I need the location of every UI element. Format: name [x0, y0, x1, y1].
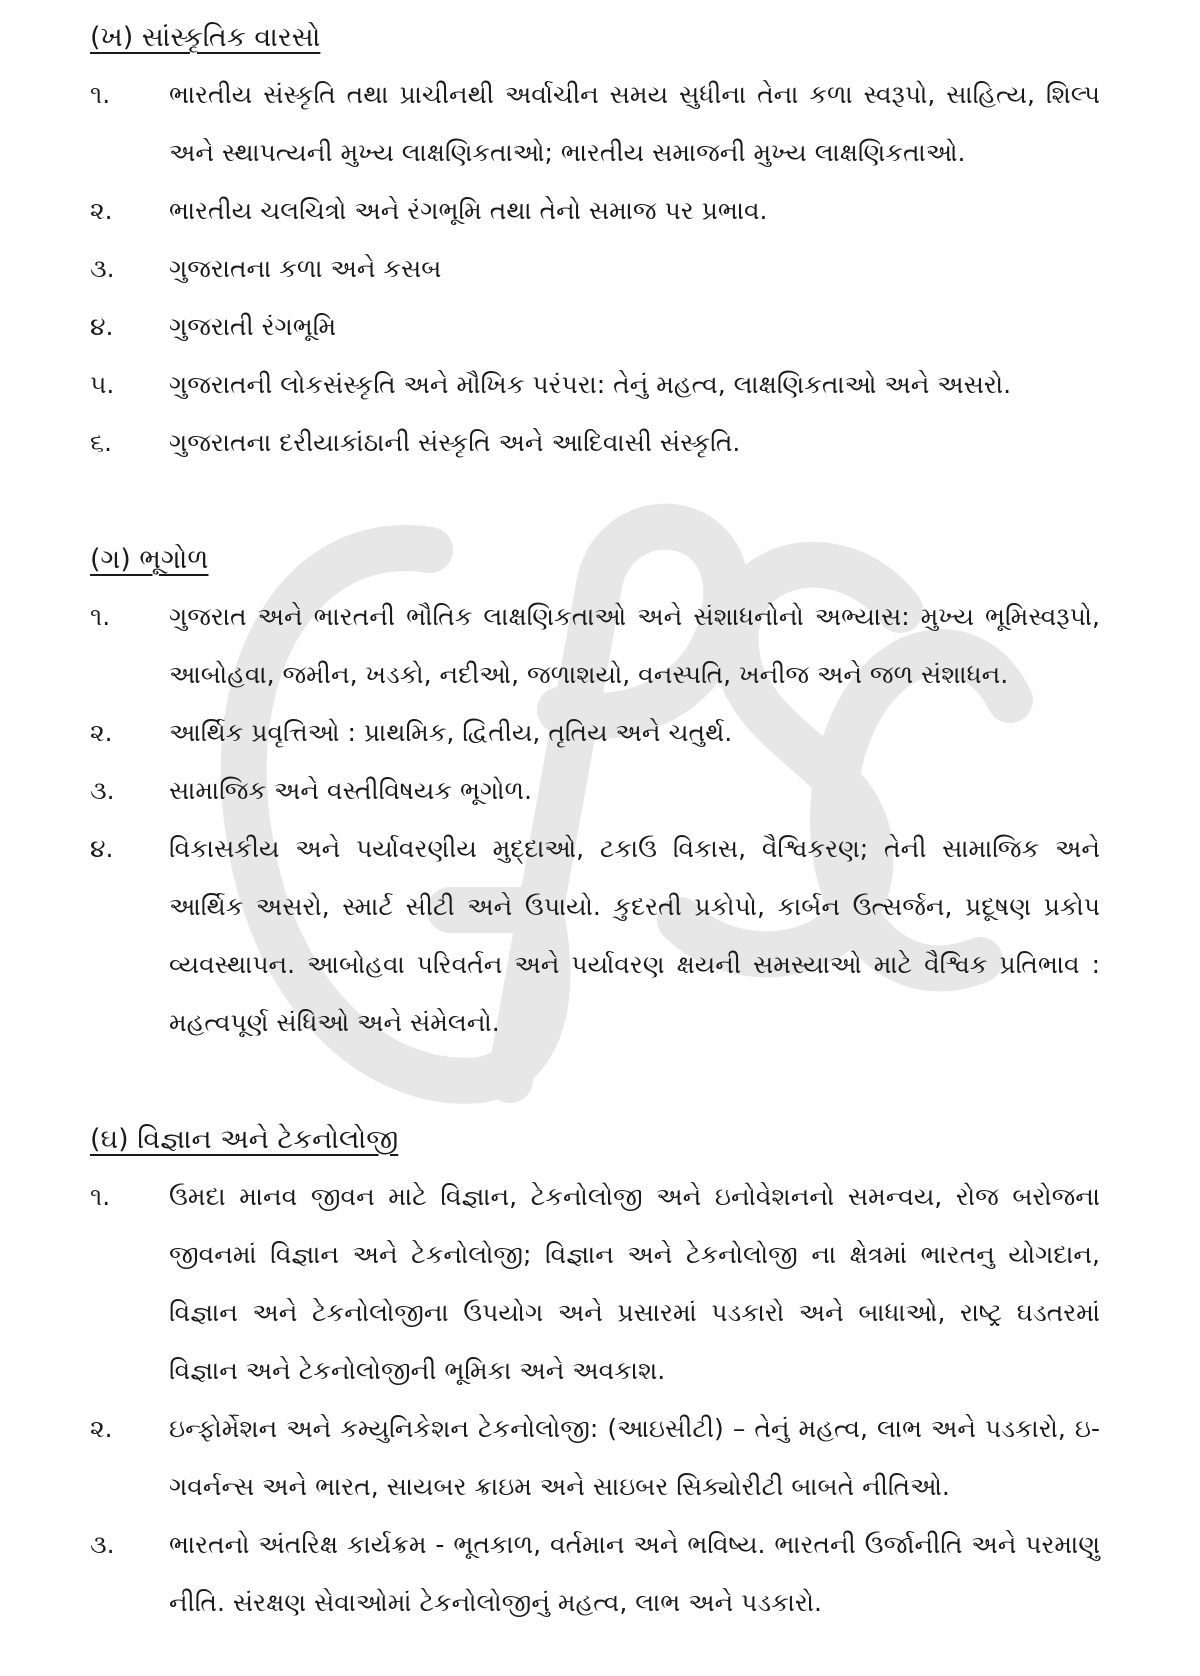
list-item — [90, 182, 1100, 240]
item-text: ભારતીય સંસ્કૃતિ તથા પ્રાચીનથી અર્વાચીન સમય સુધીના તેના કળા સ્વરૂપો, સાહિત્ય, શિલ્પ અને સ્થાપત્યની મુખ્ય લાક્ષણિકતાઓ; ભારતીય સમાજની મુખ્ય લાક્ષણિકતાઓ. — [169, 80, 1100, 167]
list-item — [90, 704, 1100, 762]
item-number: ૬. — [90, 428, 112, 457]
item-number: ૪. — [90, 834, 114, 863]
list-item — [90, 414, 1100, 472]
item-number: ૪. — [90, 312, 114, 341]
list-item — [90, 1400, 1100, 1516]
item-text: સામાજિક અને વસ્તીવિષયક ભૂગોળ. — [169, 776, 532, 805]
section-title: (ખ) સાંસ્કૃતિક વારસો — [90, 22, 321, 53]
list-item — [90, 1168, 1100, 1400]
section-title: (ગ) ભૂગોળ — [90, 544, 209, 575]
item-number: ૩. — [90, 254, 115, 283]
list-item — [90, 240, 1100, 298]
item-text: ભારતીય ચલચિત્રો અને રંગભૂમિ તથા તેનો સમાજ પર પ્રભાવ. — [169, 196, 768, 225]
item-text: ગુજરાતના કળા અને કસબ — [169, 254, 442, 283]
list-item — [90, 66, 1100, 182]
list-item — [90, 356, 1100, 414]
item-text: ગુજરાતી રંગભૂમિ — [169, 312, 337, 341]
item-number: ૩. — [90, 776, 115, 805]
item-number: ૧. — [90, 80, 111, 109]
list-item — [90, 588, 1100, 704]
item-number: ૧. — [90, 602, 111, 631]
syllabus-page — [90, 10, 1100, 1632]
item-text: આર્થિક પ્રવૃત્તિઓ : પ્રાથમિક, દ્વિતીય, તૃતિય અને ચતુર્થ. — [169, 718, 733, 747]
list-item — [90, 820, 1100, 1052]
item-number: ૩. — [90, 1530, 115, 1559]
section-geography — [90, 532, 1100, 1052]
item-number: ૨. — [90, 718, 113, 747]
item-text: વિકાસકીય અને પર્યાવરણીય મુદ્દાઓ, ટકાઉ વિકાસ, વૈશ્વિકરણ; તેની સામાજિક અને આર્થિક અસરો, સ્માર્ટ સીટી અને ઉપાયો. કુદરતી પ્રકોપો, કાર્બન ઉત્સર્જન, પ્રદૂષણ પ્રકોપ વ્યવસ્થાપન. આબોહવા પરિવર્તન અને પર્યાવરણ ક્ષયની સમસ્યાઓ માટે વૈશ્વિક પ્રતિભાવ : મહત્વપૂર્ણ સંધિઓ અને સંમેલનો. — [169, 834, 1100, 1037]
section-list — [90, 1168, 1100, 1632]
section-list — [90, 66, 1100, 472]
item-number: ૨. — [90, 196, 113, 225]
list-item — [90, 298, 1100, 356]
item-text: ભારતનો અંતરિક્ષ કાર્યક્રમ - ભૂતકાળ, વર્તમાન અને ભવિષ્ય. ભારતની ઉર્જાનીતિ અને પરમાણુ નીતિ. સંરક્ષણ સેવાઓમાં ટેકનોલોજીનું મહત્વ, લાભ અને પડકારો. — [169, 1530, 1100, 1617]
section-science-technology — [90, 1112, 1100, 1632]
item-text: ઉમદા માનવ જીવન માટે વિજ્ઞાન, ટેકનોલોજી અને ઇનોવેશનનો સમન્વય, રોજ બરોજના જીવનમાં વિજ્ઞાન અને ટેકનોલોજી; વિજ્ઞાન અને ટેકનોલોજી ના ક્ષેત્રમાં ભારતનુ યોગદાન, વિજ્ઞાન અને ટેકનોલોજીના ઉપયોગ અને પ્રસારમાં પડકારો અને બાધાઓ, રાષ્ટ્ર ઘડતરમાં વિજ્ઞાન અને ટેકનોલોજીની ભૂમિકા અને અવકાશ. — [169, 1182, 1100, 1385]
section-list — [90, 588, 1100, 1052]
item-text: ગુજરાત અને ભારતની ભૌતિક લાક્ષણિકતાઓ અને સંશાધનોનો અભ્યાસ: મુખ્ય ભૂમિસ્વરૂપો, આબોહવા, જમીન, ખડકો, નદીઓ, જળાશયો, વનસ્પતિ, ખનીજ અને જળ સંશાધન. — [169, 602, 1100, 689]
item-number: ૨. — [90, 1414, 113, 1443]
list-item — [90, 762, 1100, 820]
item-text: ગુજરાતની લોકસંસ્કૃતિ અને મૌખિક પરંપરા: તેનું મહત્વ, લાક્ષણિકતાઓ અને અસરો. — [169, 370, 1012, 399]
item-text: ગુજરાતના દરીયાકાંઠાની સંસ્કૃતિ અને આદિવાસી સંસ્કૃતિ. — [169, 428, 741, 457]
section-cultural-heritage — [90, 10, 1100, 472]
item-number: ૧. — [90, 1182, 111, 1211]
item-number: ૫. — [90, 370, 115, 399]
item-text: ઇન્ફોર્મેશન અને કમ્યુનિકેશન ટેકનોલોજી: (આઇસીટી) – તેનું મહત્વ, લાભ અને પડકારો, ઇ-ગવર્નન્સ અને ભારત, સાયબર ક્રાઇમ અને સાઇબર સિક્યોરીટી બાબતે નીતિઓ. — [169, 1414, 1100, 1501]
section-title: (ઘ) વિજ્ઞાન અને ટેકનોલોજી — [90, 1124, 399, 1155]
list-item — [90, 1516, 1100, 1632]
